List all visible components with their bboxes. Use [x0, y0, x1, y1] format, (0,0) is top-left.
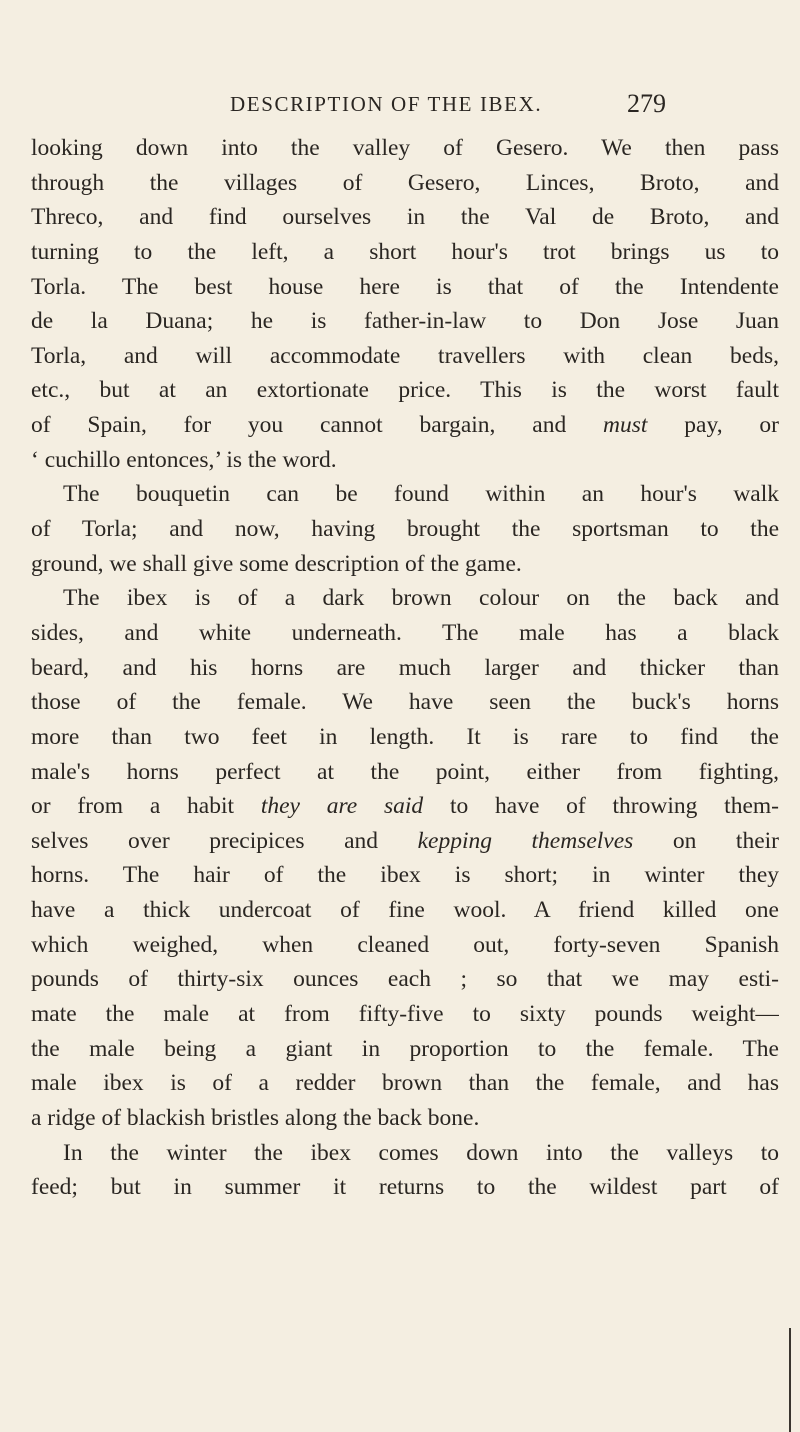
text-segment: of Spain, for you cannot bargain, and — [31, 412, 604, 439]
text-segment: pay, or — [647, 412, 779, 439]
page-number: 279 — [627, 89, 666, 118]
text-line: Torla. The best house here is that of the Intendente — [31, 273, 779, 300]
text-line: In the winter the ibex comes down into the valleys to — [63, 1139, 779, 1166]
text-line: have a thick undercoat of fine wool. A friend killed one — [31, 897, 779, 924]
text-line: the male being a giant in proportion to the female. The — [31, 1035, 779, 1062]
text-line: sides, and white underneath. The male has a black — [31, 619, 779, 646]
text-line: de la Duana; he is father-in-law to Don Jose Juan — [31, 308, 779, 335]
page-edge-line — [789, 1328, 791, 1432]
text-segment: to have of throwing them- — [423, 793, 779, 820]
text-line: more than two feet in length. It is rare to find the — [31, 723, 779, 750]
text-line: turning to the left, a short hour's trot brings us to — [31, 238, 779, 265]
italic-emphasis: kepping themselves — [417, 827, 634, 854]
text-line — [31, 824, 779, 859]
text-line: Threco, and find ourselves in the Val de Broto, and — [31, 204, 779, 231]
text-segment: selves over precipices and — [31, 827, 418, 854]
text-line: which weighed, when cleaned out, forty-seven Spanish — [31, 931, 779, 958]
italic-emphasis: must — [603, 412, 648, 439]
text-line: beard, and his horns are much larger and thicker than — [31, 654, 779, 681]
text-line: The ibex is of a dark brown colour on the back and — [63, 585, 779, 612]
text-line: ‘ cuchillo entonces,’ is the word. — [31, 446, 337, 473]
text-line: etc., but at an extortionate price. This is the worst fault — [31, 377, 779, 404]
italic-emphasis: they are said — [260, 793, 424, 820]
text-line: The bouquetin can be found within an hour's walk — [63, 481, 779, 508]
text-line: male's horns perfect at the point, either from fighting, — [31, 758, 779, 785]
text-line: looking down into the valley of Gesero. We then pass — [31, 135, 779, 161]
running-head — [0, 86, 800, 122]
text-line: those of the female. We have seen the buck's horns — [31, 689, 779, 716]
text-line: a ridge of blackish bristles along the back bone. — [31, 1104, 480, 1131]
text-line — [31, 408, 779, 443]
text-line: male ibex is of a redder brown than the female, and has — [31, 1070, 779, 1097]
text-line: ground, we shall give some description of the game. — [31, 550, 522, 577]
text-segment: or from a habit — [31, 793, 261, 820]
text-line: through the villages of Gesero, Linces, Broto, and — [31, 169, 779, 196]
running-head-title: DESCRIPTION OF THE IBEX. — [230, 92, 543, 116]
text-line: feed; but in summer it returns to the wildest part of — [31, 1174, 779, 1201]
body-text — [31, 131, 779, 1205]
text-line: mate the male at from fifty-five to sixty pounds weight— — [31, 1001, 779, 1028]
text-line: horns. The hair of the ibex is short; in winter they — [31, 862, 779, 889]
text-line: pounds of thirty-six ounces each ; so that we may esti- — [31, 966, 779, 993]
text-line — [31, 789, 779, 824]
text-line: Torla, and will accommodate travellers with clean beds, — [31, 342, 779, 369]
text-line: of Torla; and now, having brought the sportsman to the — [31, 516, 779, 543]
text-segment: on their — [633, 827, 779, 854]
